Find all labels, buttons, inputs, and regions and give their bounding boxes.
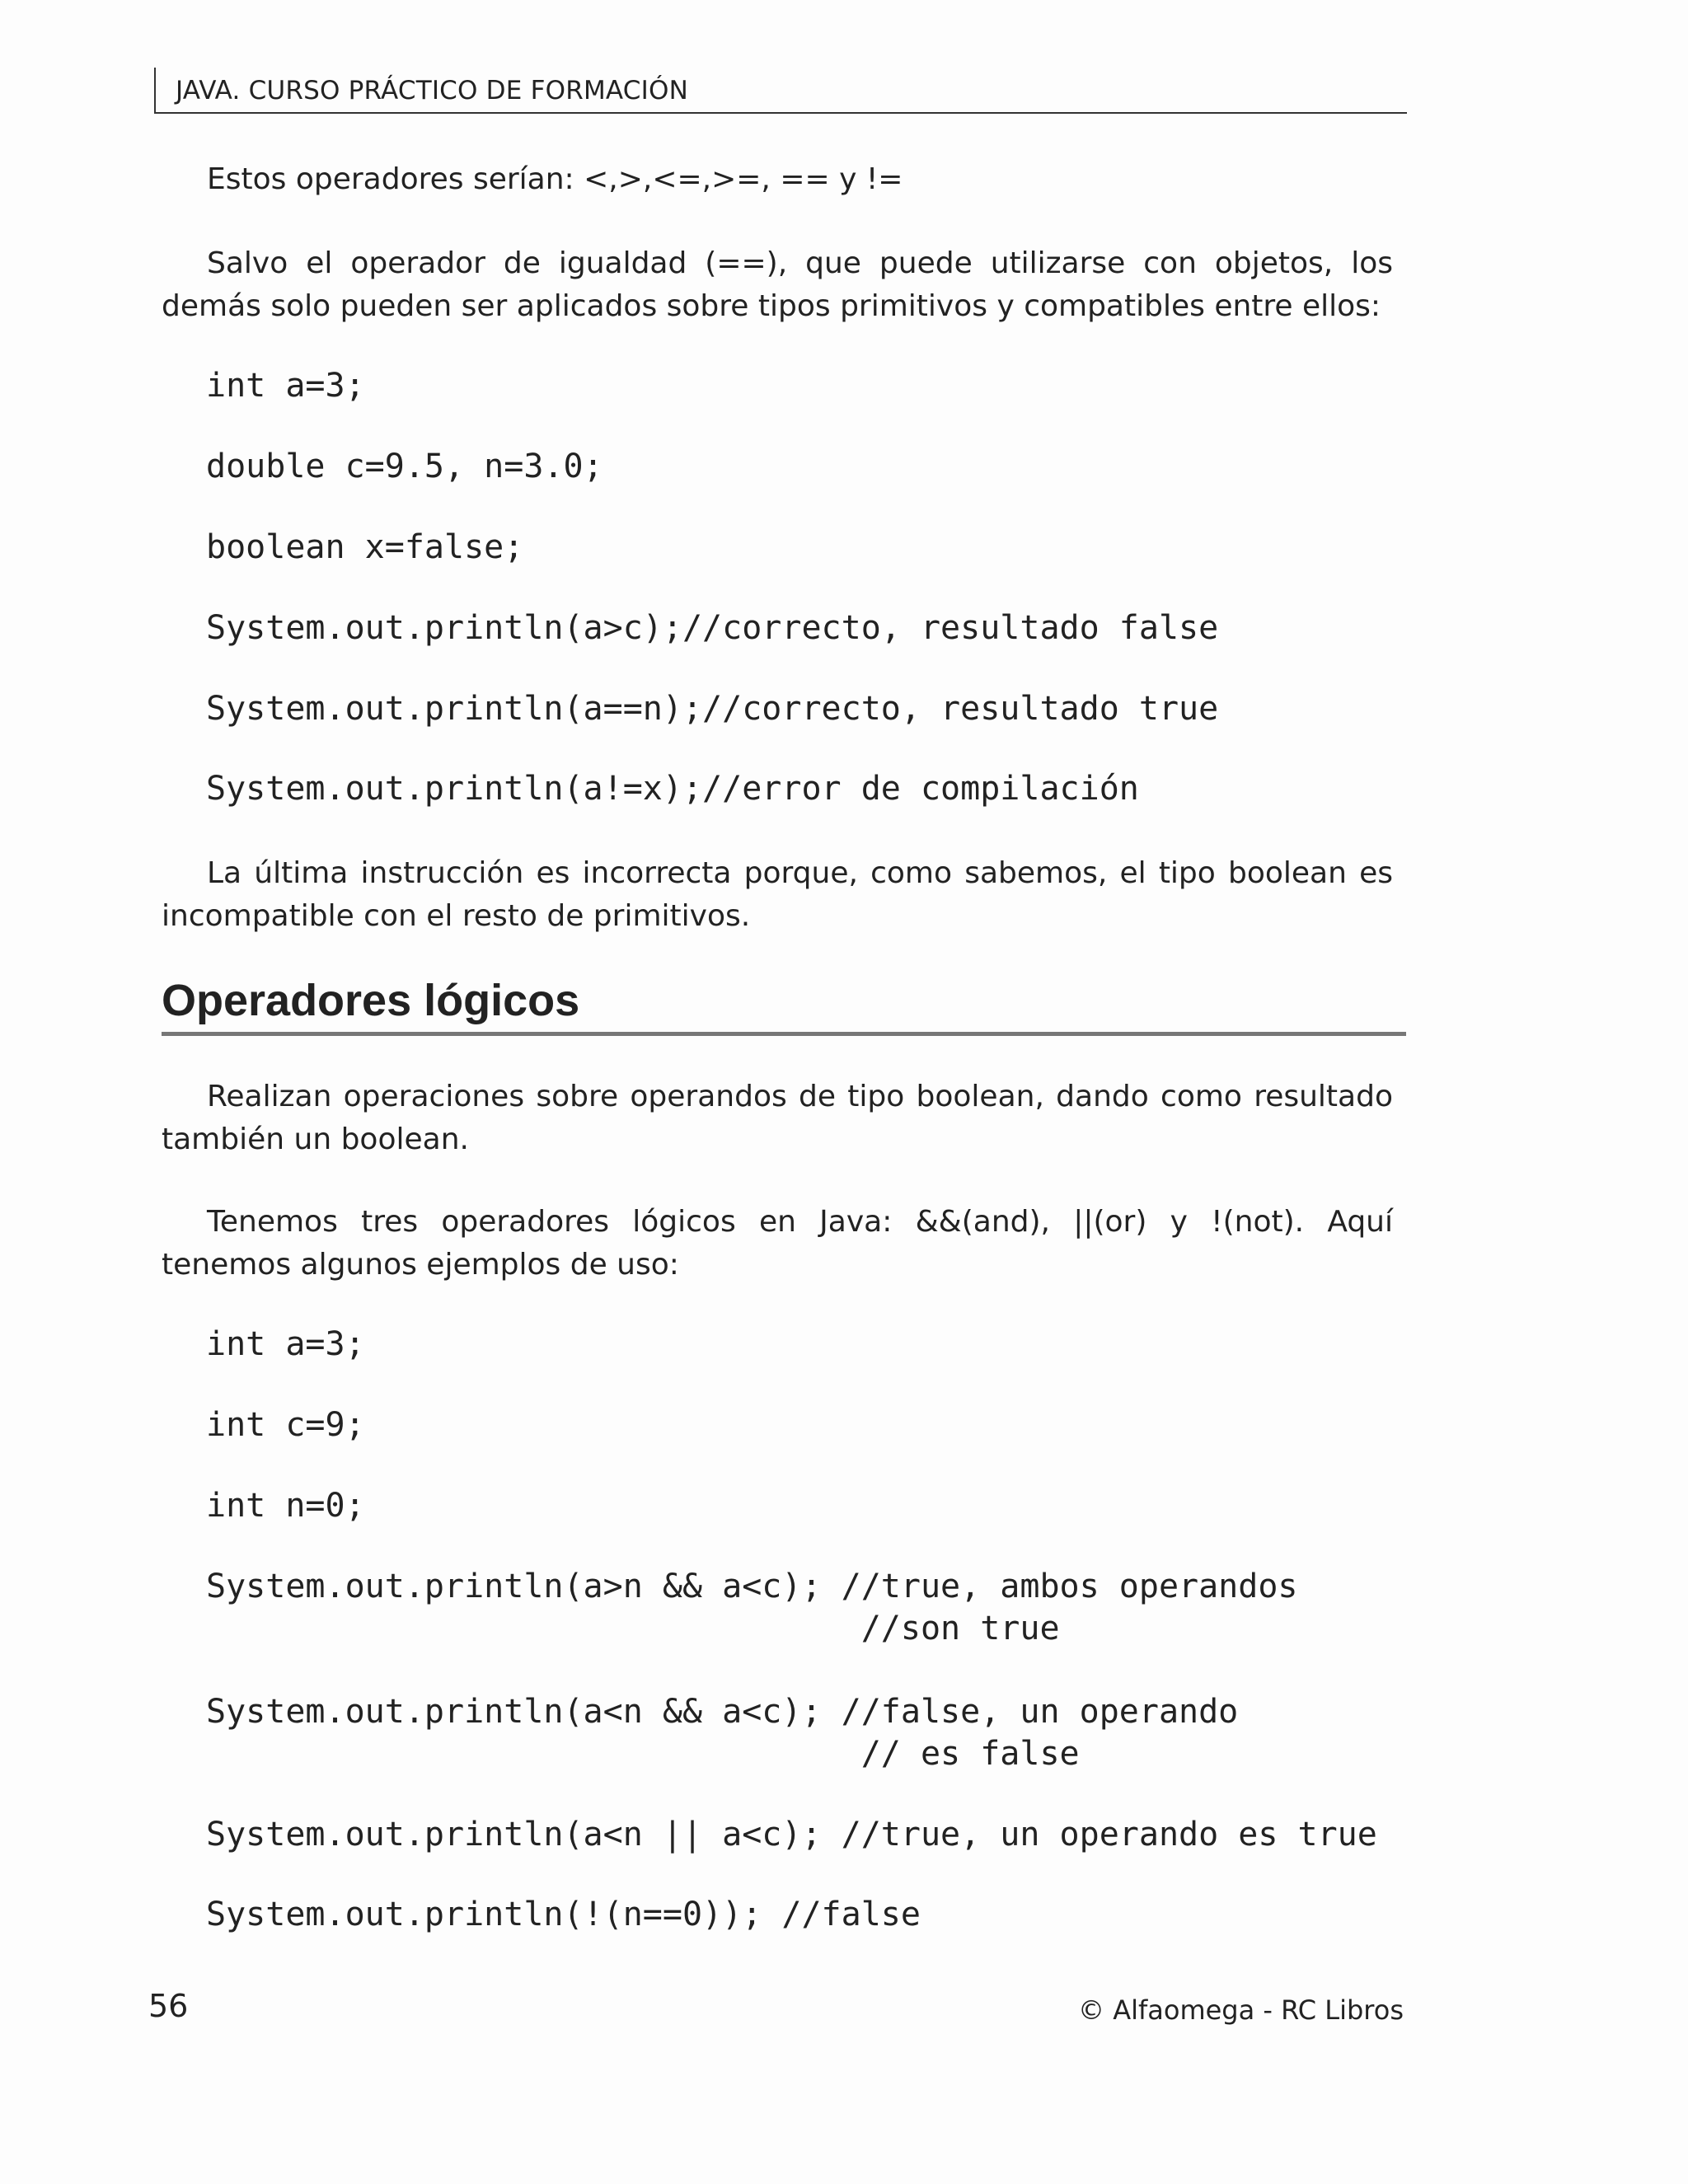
code-line: int a=3; — [206, 367, 365, 405]
copyright-notice: © Alfaomega - RC Libros — [1078, 1994, 1404, 2026]
code-block-line: System.out.println(a>n && a<c); //true, ambos operandos //son true — [206, 1568, 1298, 1647]
paragraph-last-instruction: La última instrucción es incorrecta porque, como sabemos, el tipo boolean es incompatible con el resto de primitivos. — [162, 856, 1393, 933]
code-line: System.out.println(a==n);//correcto, resultado true — [206, 690, 1219, 728]
code-line: System.out.println(a<n || a<c); //true, un operando es true — [206, 1816, 1377, 1854]
paragraph-operators-list: Estos operadores serían: <,>,<=,>=, == y != — [207, 162, 903, 196]
code-line: System.out.println(!(n==0)); //false — [206, 1896, 921, 1933]
paragraph-equality-note: Salvo el operador de igualdad (==), que puede utilizarse con objetos, los demás solo pueden ser aplicados sobre tipos primitivos y compatibles entre ellos: — [162, 246, 1393, 323]
section-title: Operadores lógicos — [162, 976, 580, 1025]
code-line: boolean x=false; — [206, 528, 524, 566]
page-number: 56 — [148, 1988, 189, 2024]
code-block-line: System.out.println(a<n && a<c); //false, un operando // es false — [206, 1693, 1239, 1773]
running-title: JAVA. CURSO PRÁCTICO DE FORMACIÓN — [176, 76, 688, 105]
paragraph-logical-intro: Realizan operaciones sobre operandos de tipo boolean, dando como resultado también un boolean. — [162, 1080, 1393, 1156]
code-line: int a=3; — [206, 1325, 365, 1363]
code-line: System.out.println(a!=x);//error de compilación — [206, 770, 1139, 808]
code-line: int c=9; — [206, 1406, 365, 1444]
paragraph-logical-operators: Tenemos tres operadores lógicos en Java: &&(and), ||(or) y !(not). Aquí tenemos algunos ejemplos de uso: — [162, 1205, 1393, 1282]
section-heading — [162, 975, 1406, 1036]
code-line: System.out.println(a>c);//correcto, resultado false — [206, 609, 1219, 647]
code-line: double c=9.5, n=3.0; — [206, 448, 603, 485]
code-line: int n=0; — [206, 1487, 365, 1525]
running-header — [154, 68, 1407, 114]
